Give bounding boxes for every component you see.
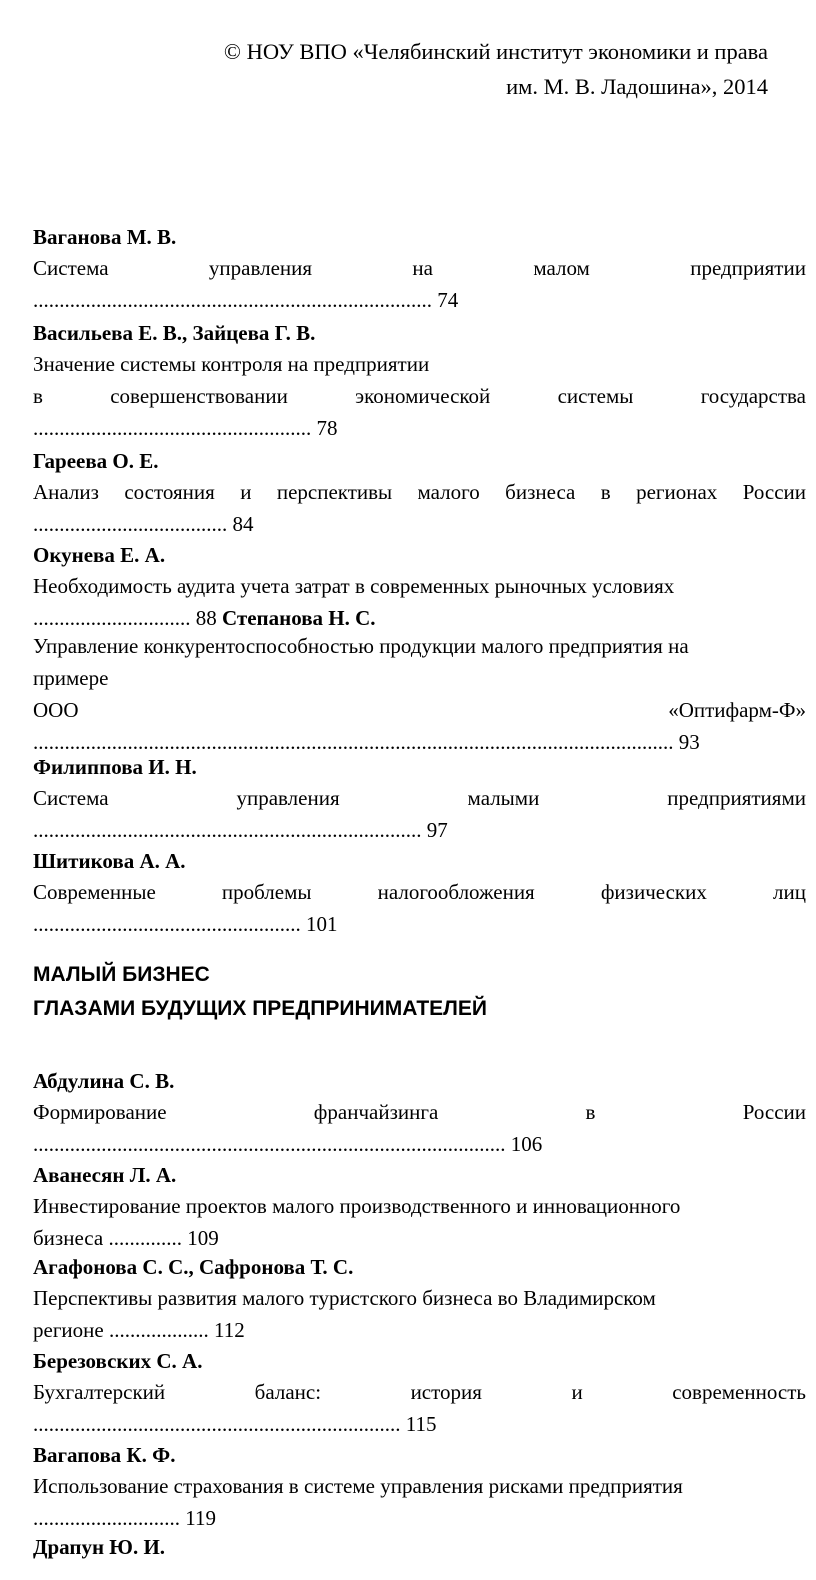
entry-title: Современные проблемы налогообложения физических лиц: [33, 880, 806, 904]
entry-title-line: Использование страхования в системе управления рисками предприятия: [33, 1474, 683, 1498]
toc-entry-vasilyeva: [33, 318, 806, 444]
toc-entry-drapun: [33, 1532, 806, 1562]
toc-entry-abdulina: [33, 1066, 806, 1160]
entry-author: Абдулина С. В.: [33, 1069, 175, 1093]
entry-dots-page: бизнеса .............. 109: [33, 1226, 219, 1250]
entry-title: ООО «Оптифарм-Ф»: [33, 698, 806, 722]
entry-dots-page: .......................................................................................................................... 93: [33, 730, 700, 754]
page-number: 78: [316, 416, 338, 440]
entry-author: Окунева Е. А.: [33, 543, 166, 567]
entry-author: Шитикова А. А.: [33, 849, 186, 873]
toc-entry-shitikova: [33, 846, 806, 940]
entry-author: Агафонова С. С., Сафронова Т. С.: [33, 1255, 354, 1279]
entry-dots-page: ..................................................... 78: [33, 416, 338, 440]
toc-entry-agafonova: [33, 1252, 806, 1346]
entry-title: Система управления малыми предприятиями: [33, 786, 806, 810]
page-number: 115: [405, 1412, 437, 1436]
toc-entry-vagapova: [33, 1440, 806, 1534]
toc-entry-avanesyan: [33, 1160, 806, 1254]
entry-title-line: Инвестирование проектов малого производственного и инновационного: [33, 1194, 681, 1218]
entry-author: Ваганова М. В.: [33, 225, 177, 249]
section-heading-line-2: ГЛАЗАМИ БУДУЩИХ ПРЕДПРИНИМАТЕЛЕЙ: [33, 997, 488, 1020]
entry-author: Филиппова И. Н.: [33, 755, 197, 779]
entry-dots-page: .......................................................................................... 106: [33, 1132, 543, 1156]
copyright-notice: [68, 34, 768, 104]
entry-author: Вагапова К. Ф.: [33, 1443, 176, 1467]
toc-entry-okuneva: [33, 540, 806, 634]
page-number: 74: [437, 288, 459, 312]
entry-dots-page: ................................................... 101: [33, 912, 338, 936]
toc-entry-berezovskikh: [33, 1346, 806, 1440]
entry-title: Анализ состояния и перспективы малого бизнеса в регионах России: [33, 480, 806, 504]
entry-dots-page: ............................................................................ 74: [33, 288, 459, 312]
entry-title: в совершенствовании экономической системы государства: [33, 384, 806, 408]
page-number: 93: [678, 730, 700, 754]
entry-author: Драпун Ю. И.: [33, 1535, 166, 1559]
page-number: 88: [195, 606, 217, 630]
entry-title-line: Перспективы развития малого туристского бизнеса во Владимирском: [33, 1286, 656, 1310]
entry-title: Система управления на малом предприятии: [33, 256, 806, 280]
page-number: 112: [213, 1318, 245, 1342]
page-number: 106: [510, 1132, 543, 1156]
entry-dots-page: .............................. 88 Степанова Н. С.: [33, 606, 376, 630]
entry-dots-page: ............................ 119: [33, 1506, 216, 1530]
page-number: 119: [185, 1506, 216, 1530]
page-number: 97: [426, 818, 448, 842]
entry-title-line: Значение системы контроля на предприятии: [33, 352, 430, 376]
entry-author: Аванесян Л. А.: [33, 1163, 177, 1187]
entry-title-line: Управление конкурентоспособностью продукции малого предприятия на: [33, 634, 689, 658]
toc-entry-vaganova: [33, 222, 806, 316]
entry-author: Березовских С. А.: [33, 1349, 203, 1373]
entry-author: Гареева О. Е.: [33, 449, 159, 473]
page-number: 109: [187, 1226, 219, 1250]
entry-author: Васильева Е. В., Зайцева Г. В.: [33, 321, 316, 345]
copyright-line-2: им. М. В. Ладошина», 2014: [506, 74, 768, 99]
entry-dots-page: ..................................... 84: [33, 512, 254, 536]
entry-title-line: Необходимость аудита учета затрат в современных рыночных условиях: [33, 574, 675, 598]
toc-entry-gareeva: [33, 446, 806, 540]
page-number: 84: [232, 512, 254, 536]
copyright-line-1: © НОУ ВПО «Челябинский институт экономики и права: [223, 39, 768, 64]
toc-entry-filippova: [33, 752, 806, 846]
section-heading: [33, 958, 487, 1026]
entry-title-line: примере: [33, 666, 109, 690]
page-number: 101: [306, 912, 338, 936]
entry-dots-page: ...................................................................... 115: [33, 1412, 437, 1436]
entry-title: Бухгалтерский баланс: история и современность: [33, 1380, 806, 1404]
toc-entry-stepanova: [33, 630, 806, 758]
entry-author-inline: Степанова Н. С.: [222, 606, 376, 630]
entry-dots-page: .......................................................................... 97: [33, 818, 448, 842]
entry-title: Формирование франчайзинга в России: [33, 1100, 806, 1124]
entry-dots-page: регионе ................... 112: [33, 1318, 245, 1342]
section-heading-line-1: МАЛЫЙ БИЗНЕС: [33, 963, 210, 986]
